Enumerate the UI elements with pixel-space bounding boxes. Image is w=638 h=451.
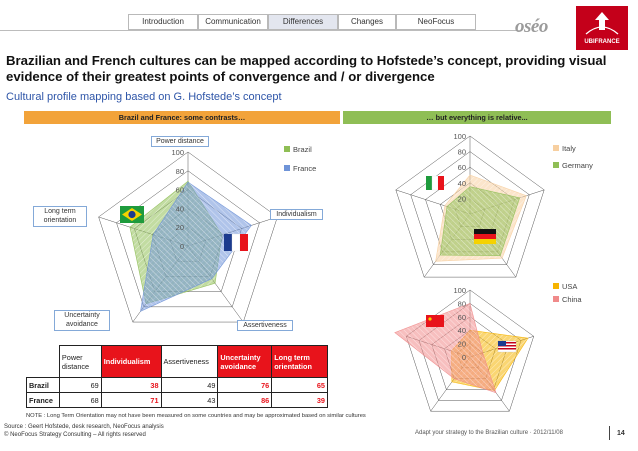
legend-label-usa: USA xyxy=(562,282,578,291)
table-header-individualism: Individualism xyxy=(101,346,161,378)
usa-flag-icon xyxy=(498,341,516,352)
usa-china-radar-tick-label: 100 xyxy=(453,286,466,295)
source-text: Source : Geert Hofstede, desk research, NeoFocus analysis xyxy=(4,424,164,430)
italy-germany-radar-tick-label: 20 xyxy=(457,194,466,204)
table-cell: 38 xyxy=(101,378,161,393)
band-right: … but everything is relative... xyxy=(343,111,611,124)
tab-changes[interactable]: Changes xyxy=(338,14,396,30)
oseo-logo: oséo xyxy=(515,16,548,37)
band-left: Brazil and France: some contrasts… xyxy=(24,111,340,124)
axis-label-individualism: Individualism xyxy=(270,209,323,220)
table-cell: 71 xyxy=(101,393,161,408)
main-radar-tick-label: 60 xyxy=(175,185,184,195)
legend-label-france: France xyxy=(293,164,317,173)
legend-label-china: China xyxy=(562,295,582,304)
table-cell: 86 xyxy=(218,393,272,408)
footnote: NOTE : Long Term Orientation may not have been measured on some countries and may be approximated based on similar cultures xyxy=(26,413,366,419)
footer-caption: Adapt your strategy to the Brazilian culture · 2012/11/08 xyxy=(415,430,563,436)
footer-divider xyxy=(609,426,610,440)
usa-china-radar-tick-label: 80 xyxy=(457,299,466,309)
italy-germany-radar-tick-label: 100 xyxy=(453,132,466,141)
legend-swatch-china xyxy=(553,296,559,302)
table-header-long-term-orientation: Long term orientation xyxy=(272,346,328,378)
tab-neofocus[interactable]: NeoFocus xyxy=(396,14,476,30)
row-label-france: France xyxy=(27,393,60,408)
table-cell: 43 xyxy=(161,393,218,408)
table-header-assertiveness: Assertiveness xyxy=(161,346,218,378)
table-header-power-distance: Power distance xyxy=(59,346,101,378)
axis-label-long-term-orientation: Long term orientation xyxy=(33,206,87,227)
table-cell: 69 xyxy=(59,378,101,393)
tab-introduction[interactable]: Introduction xyxy=(128,14,198,30)
main-radar-tick-label: 20 xyxy=(175,223,184,233)
table-cell: 49 xyxy=(161,378,218,393)
page-number: 14 xyxy=(617,430,625,437)
usa-china-radar-tick-label: 40 xyxy=(457,326,466,336)
main-radar-tick-label: 80 xyxy=(175,166,184,176)
page-title: Brazilian and French cultures can be mapped according to Hofstede’s concept, providing visual evidence of their greatest points of convergence and / or divergence xyxy=(6,53,607,84)
row-label-brazil: Brazil xyxy=(27,378,60,393)
axis-label-assertiveness: Assertiveness xyxy=(237,320,293,331)
table-cell: 68 xyxy=(59,393,101,408)
italy-germany-radar-tick-label: 40 xyxy=(457,178,466,188)
usa-china-radar-tick-label: 20 xyxy=(457,339,466,349)
copyright-text: © NeoFocus Strategy Consulting – All rights reserved xyxy=(4,432,146,438)
legend-label-germany: Germany xyxy=(562,161,593,170)
italy-germany-radar-tick-label: 80 xyxy=(457,147,466,157)
main-radar-tick-label: 40 xyxy=(175,204,184,214)
china-flag-icon xyxy=(426,315,444,327)
legend-label-brazil: Brazil xyxy=(293,145,312,154)
legend-label-italy: Italy xyxy=(562,144,576,153)
axis-label-power-distance: Power distance xyxy=(151,136,209,147)
page-subtitle: Cultural profile mapping based on G. Hofstede’s concept xyxy=(6,91,282,103)
ubifrance-logo-text: UBIFRANCE xyxy=(584,39,620,45)
usa-china-radar-tick-label: 0 xyxy=(461,353,466,362)
tab-differences[interactable]: Differences xyxy=(268,14,338,30)
usa-china-radar-tick-label: 60 xyxy=(457,312,466,322)
main-radar-tick-label: 100 xyxy=(171,148,184,157)
table-cell: 65 xyxy=(272,378,328,393)
axis-label-uncertainty-avoidance: Uncertainty avoidance xyxy=(54,310,110,331)
table-cell: 39 xyxy=(272,393,328,408)
table-header-uncertainty-avoidance: Uncertainty avoidance xyxy=(218,346,272,378)
source-line xyxy=(4,423,164,439)
tab-communication[interactable]: Communication xyxy=(198,14,268,30)
italy-germany-radar-tick-label: 60 xyxy=(457,163,466,173)
legend-swatch-usa xyxy=(553,283,559,289)
main-radar-tick-label: 0 xyxy=(179,242,184,251)
table-cell: 76 xyxy=(218,378,272,393)
